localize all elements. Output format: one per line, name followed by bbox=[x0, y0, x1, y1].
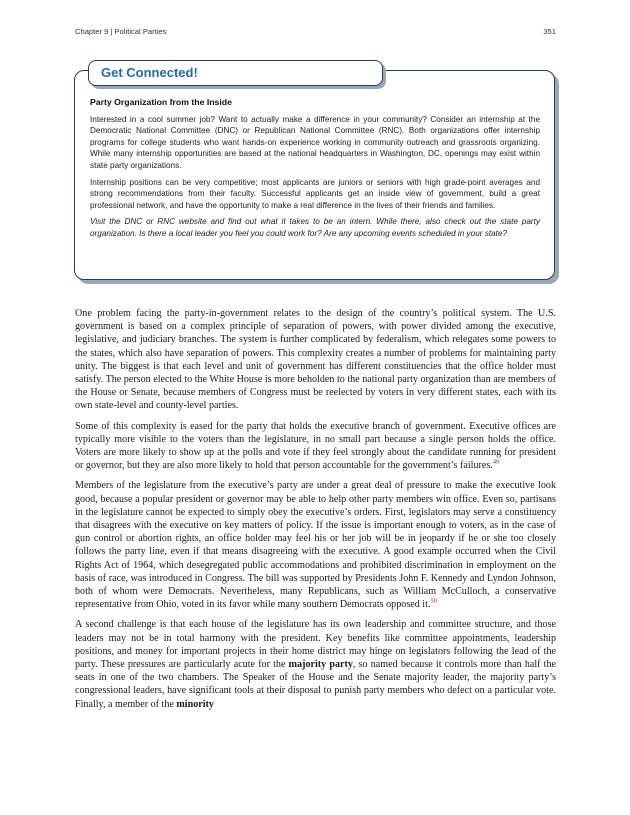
key-term-minority: minority bbox=[176, 698, 214, 710]
body-paragraph-1-text: One problem facing the party-in-government relates to the design of the country’s political system. The U.S. government is based on a complex principle of separation of powers, with power divided among the executive, legislative, and judiciary branches. The system is further complicated by federalism, which relegates some powers to the states, which also have separation of powers. This complexity creates a number of problems for maintaining party unity. The biggest is that each level and unit of government has different constituencies that the office holder must satisfy. The person elected to the White House is more beholden to the national party organization than are members of the House or Senate, because members of Congress must be reelected by voters in very different states, each with its own state-level and county-level parties. bbox=[75, 308, 556, 412]
feature-paragraph-3: Visit the DNC or RNC website and find out what it takes to be an intern. While there, also check out the state party organization. Is there a local leader you feel you could work for? Are any upcoming events scheduled in your state? bbox=[90, 217, 540, 238]
feature-paragraph-1: Interested in a cool summer job? Want to actually make a difference in your community? Consider an internship at the Democratic National Committee (DNC) or Republican National Committee (RNC). Both organizations offer internship programs for college students who want hands-on experience working in community outreach and grassroots organizing. While many internship opportunities are based at the national headquarters in Washington, DC, openings may exist within state party organizations. bbox=[90, 114, 540, 170]
feature-tab-title: Get Connected! bbox=[101, 65, 198, 80]
footnote-ref-49[interactable]: 49 bbox=[492, 458, 500, 466]
feature-heading: Party Organization from the Inside bbox=[90, 97, 232, 107]
body-text bbox=[75, 307, 556, 718]
body-paragraph-4 bbox=[75, 618, 556, 710]
body-paragraph-2 bbox=[75, 420, 556, 473]
feature-content bbox=[90, 97, 540, 245]
chapter-title: Chapter 9 | Political Parties bbox=[75, 27, 167, 36]
body-paragraph-4-text-a: A second challenge is that each house of the legislature has its own leadership and committee structure, and those leaders may not be in total harmony with the president. Key benefits like committee appointments, leadership positions, and money for important projects in their home district may hinge on legislators following the lead of the party. These pressures are particularly acute for the bbox=[75, 619, 556, 671]
running-head bbox=[75, 27, 556, 36]
body-paragraph-3 bbox=[75, 479, 556, 611]
key-term-majority-party: majority party bbox=[288, 659, 353, 671]
feature-paragraph-2: Internship positions can be very competitive; most applicants are juniors or seniors with high grade-point averages and strong recommendations from their faculty. Successful applicants get an inside view of government, build a great professional network, and have the opportunity to make a real difference in the lives of their friends and families. bbox=[90, 177, 540, 210]
body-paragraph-1 bbox=[75, 307, 556, 413]
footnote-ref-50[interactable]: 50 bbox=[430, 597, 437, 605]
body-paragraph-3-text: Members of the legislature from the executive’s party are under a great deal of pressure to make the executive look good, because a popular president or governor may be able to help other party members win office. Even so, partisans in the legislature cannot be expected to simply obey the executive’s orders. First, legislators may serve a constituency that disagrees with the executive on key matters of policy. If the issue is important enough to voters, as in the case of gun control or abortion rights, an office holder may feel his or her job will be in jeopardy if he or she too closely follows the party line, even if that means disagreeing with the executive. A good example occurred when the Civil Rights Act of 1964, which desegregated public accommodations and prohibited discrimination in employment on the basis of race, was introduced in Congress. The bill was supported by Presidents John F. Kennedy and Lyndon Johnson, both of whom were Democrats. Nevertheless, many Republicans, such as William McCulloch, a conservative representative from Ohio, voted in its favor while many southern Democrats opposed it. bbox=[75, 480, 556, 611]
body-paragraph-4-text-b: , so named because it controls more than half the seats in one of the two chambers. The Speaker of the House and the Senate majority leader, the majority party’s congressional leaders, have significant tools at their disposal to punish party members who defect on a particular vote. Finally, a member of the bbox=[75, 659, 557, 710]
page-number: 351 bbox=[543, 27, 556, 36]
body-paragraph-2-text: Some of this complexity is eased for the party that holds the executive branch of government. Executive offices are typically more visible to the voters than the legislature, in no small part because a single person holds the office. Voters are more likely to show up at the polls and vote if they feel strongly about the candidate running for president or governor, but they are also more likely to hold that person accountable for the government’s failures. bbox=[75, 420, 556, 472]
feature-tab bbox=[88, 60, 383, 86]
